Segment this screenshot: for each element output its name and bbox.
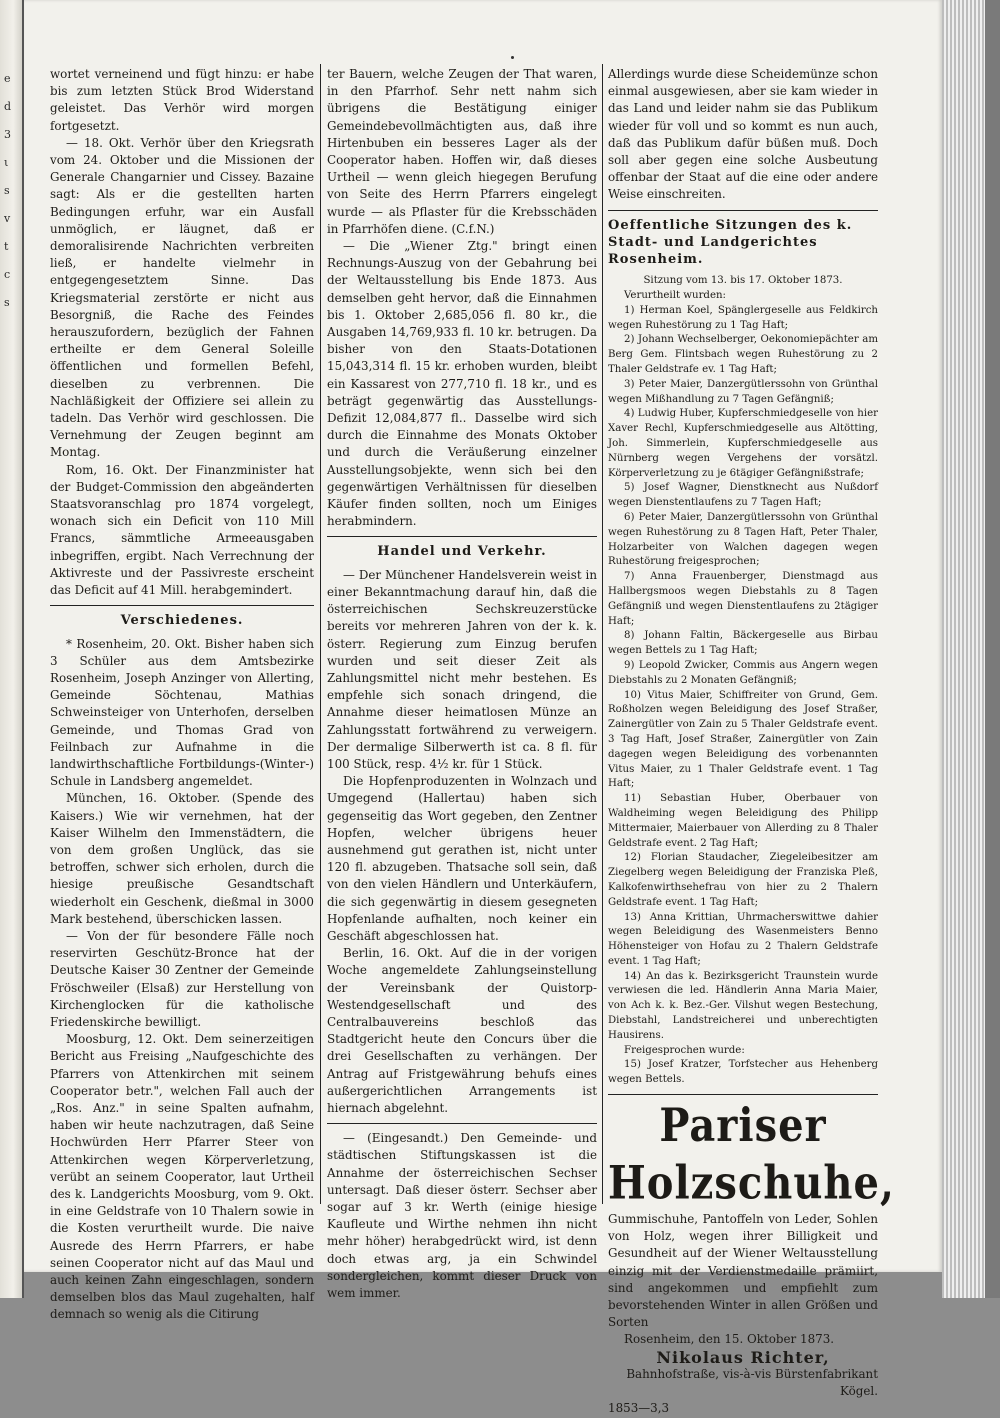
court-item: 10) Vitus Maier, Schiffreiter von Grund, Gem. Roßholzen wegen Beleidigung des Josef Straßer, Zainergütler von Zain zu 5 Thaler Geldstrafe event. 3 Tag Haft, Josef Straßer, Zainergütler von Zain dagegen wegen Beleidigung des vorbenannten Vitus Maier, zu 1 Thaler Geldstrafe event. 1 Tag Haft; (608, 689, 878, 790)
article-paragraph: — (Eingesandt.) Den Gemeinde- und städtischen Stiftungskassen ist die Annahme der österreichischen Sechser untersagt. Daß dieser österr. Sechser aber sogar auf 3 kr. Werth (einige hiesige Kaufleute und Wirthe nehmen ihn nicht mehr höher) herabgedrückt wird, ist denn doch etwas arg, ja ein Schwindel sondergleichen, kommt dieser Druck von wem immer. (327, 1131, 597, 1301)
book-binding-edge (0, 0, 24, 1298)
court-item: 4) Ludwig Huber, Kupferschmiedgeselle von hier Xaver Rechl, Kupferschmiedgeselle aus Altötting, Joh. Simmerlein, Kupferschmiedgeselle aus Nürnberg wegen Vergehens der vorsätzl. Körperverletzung zu je 6tägiger Gefängnißstrafe; (608, 408, 878, 479)
section-divider (327, 1123, 597, 1124)
column-2 (327, 66, 597, 1302)
article-paragraph: — Die „Wiener Ztg." bringt einen Rechnungs-Auszug von der Gebahrung bei der Weltausstellung bis Ende 1873. Aus demselben geht hervor, daß die Einnahmen bis 1. Oktober 2,685,056 fl. 80 kr., die Ausgaben 14,769,933 fl. 10 kr. betrugen. Da bisher von den Staats-Dotationen 15,043,314 fl. 15 kr. erhoben wurden, bleibt ein Kassarest von 277,710 fl. 18 kr., und es beträgt gegenwärtig das Ausstellungs-Defizit 12,084,877 fl.. Dasselbe wird sich durch die Einnahme des Monats Oktober und durch die Veräußerung einzelner Ausstellungsobjekte, wenn sich bei den gegenwärtigen Verhältnissen für dieselben Käufer finden sollten, noch um Einiges herabmindern. (327, 239, 597, 529)
article-paragraph: ter Bauern, welche Zeugen der That waren, in den Pfarrhof. Sehr nett nahm sich übrigens die Bestätigung einiger Gemeindebevollmächtigten aus, daß ihre Hirtenbuben ein besseres Lager als der Cooperator haben. Hoffen wir, daß dieses Urtheil — wenn gleich hiegegen Berufung von Seite des Herrn Pfarrers eingelegt wurde — als Pflaster für die Krebsschäden in Pfarrhöfen diene. (C.f.N.) (327, 67, 597, 236)
article-paragraph: Allerdings wurde diese Scheidemünze schon einmal ausgewiesen, aber sie kam wieder in das Land und leider nahm sie das Publikum wieder für voll und so kommt es nun auch, daß das Publikum dafür büßen muß. Doch soll aber gegen eine solche Ausbeutung offenbar der Staat auf die eine oder andere Weise einschreiten. (608, 67, 878, 202)
binding-letter: v (4, 212, 11, 225)
list-caption: Verurtheilt wurden: (624, 290, 726, 302)
section-divider (50, 605, 314, 606)
advertisement-code: 1853—3,3 (608, 1401, 670, 1416)
article-paragraph: — Der Münchener Handelsverein weist in einer Bekanntmachung darauf hin, daß die österreichischen Sechskreuzerstücke bereits vor mehreren Jahren von der k. k. österr. Regierung zum Einzug berufen wurden und seit dieser Zeit als Zahlungsmittel nicht mehr bestehen. Es empfehle sich sonach dringend, die Annahme dieser heimatlosen Münze an Zahlungsstatt fortwährend zu verweigern. Der dermalige Silberwerth ist ca. 8 fl. für 100 Stück, resp. 4½ kr. für 1 Stück. (327, 567, 597, 771)
advertisement-date: Rosenheim, den 15. Oktober 1873. (624, 1332, 835, 1347)
print-speck (511, 56, 514, 59)
article-paragraph: wortet verneinend und fügt hinzu: er habe bis zum letzten Stück Brod Widerstand geleistet. Das Verhör wird morgen fortgesetzt. (50, 67, 314, 133)
binding-letter: ι (4, 156, 9, 169)
article-paragraph: Die Hopfenproduzenten in Wolnzach und Umgegend (Hallertau) haben sich gegenseitig das Wort gegeben, den Zentner Hopfen, welcher übrigens heuer ausnehmend gut gerathen ist, nicht unter 120 fl. abzugeben. Thatsache soll sein, daß von den vielen Händlern und Unterkäufern, die sich gegenwärtig in diesem gesegneten Hopfenlande aufhalten, noch keiner ein Geschäft abgeschlossen hat. (327, 774, 597, 943)
court-item: 7) Anna Frauenberger, Dienstmagd aus Hallbergsmoos wegen Diebstahls zu 8 Tagen Gefängniß und wegen Dienstentlaufens zu 2tägiger Haft; (608, 571, 878, 627)
section-heading: Oeffentliche Sitzungen des k. Stadt- und Landgerichtes Rosenheim. (608, 217, 853, 268)
advertisement-address: Bahnhofstraße, vis-à-vis Bürstenfabrikant Kögel. (626, 1366, 878, 1399)
court-item: 2) Johann Wechselberger, Oekonomiepächter am Berg Gem. Flintsbach wegen Ruhestörung zu 2 Thaler Geldstrafe ev. 1 Tag Haft; (608, 334, 878, 376)
column-1 (50, 66, 314, 1324)
court-item: 14) An das k. Bezirksgericht Traunstein wurde verwiesen die led. Händlerin Anna Maria Maier, von Ach k. k. Bez.-Ger. Vilshut wegen Bestechung, Diebstahl, Landstreicherei und unberechtigten Hausirens. (608, 970, 878, 1041)
court-item: 1) Herman Koel, Spänglergeselle aus Feldkirch wegen Ruhestörung zu 1 Tag Haft; (608, 304, 878, 331)
court-item: 6) Peter Maier, Danzergütlerssohn von Grünthal wegen Ruhestörung zu 8 Tagen Haft, Peter Thaler, Holzarbeiter von Walchen dagegen wegen Ruhestörung freigesprochen; (608, 511, 878, 568)
binding-letter: 3 (4, 128, 11, 141)
column-rule (320, 64, 321, 1204)
section-divider (608, 1094, 878, 1095)
section-heading: Verschiedenes. (120, 613, 244, 629)
binding-letter: c (4, 268, 11, 281)
court-item: 15) Josef Kratzer, Torfstecher aus Hehenberg wegen Bettels. (608, 1059, 878, 1086)
list-caption: Freigesprochen wurde: (624, 1044, 745, 1056)
court-item: 9) Leopold Zwicker, Commis aus Angern wegen Diebstahls zu 2 Monaten Gefängniß; (608, 659, 878, 686)
court-item: 13) Anna Krittian, Uhrmacherswittwe dahier wegen Beleidigung des Wasenmeisters Benno Höhensteiger von Hofau zu 2 Thalern Geldstrafe event. 1 Tag Haft; (608, 911, 878, 967)
section-divider (608, 210, 878, 211)
article-paragraph: — 18. Okt. Verhör über den Kriegsrath vom 24. Oktober und die Missionen der Generale Changarnier und Cissey. Bazaine sagt: Als er die gestellten harten Bedingungen erfuhr, war ein Ausfall unmöglich, er läugnet, daß er demoralisirende Nachrichten verbreiten ließ, er handelte vielmehr in entgegengesetztem Sinne. Das Kriegsmaterial zerstörte er nicht aus Besorgniß, die Rache des Feindes herauszufordern, bezüglich der Fahnen ertheilte er dem General Soleille öffentlichen und formellen Befehl, dieselben zu verbrennen. Die Nachläßigkeit der Offiziere sei allein zu tadeln. Das Verhör wird geschlossen. Die Vernehmung der Zeugen beginnt am Montag. (50, 135, 314, 460)
court-item: 11) Sebastian Huber, Oberbauer von Waldheiming wegen Beleidigung des Philipp Mittermaier, Maierbauer von Allerding zu 8 Thaler Geldstrafe event. 2 Tag Haft; (608, 793, 878, 849)
binding-letter: e (4, 72, 11, 85)
article-paragraph: Berlin, 16. Okt. Auf die in der vorigen Woche angemeldete Zahlungseinstellung der Vereinsbank der Quistorp-Westendgesellschaft und des Centralbauvereins beschloß das Stadtgericht heute den Concurs über die drei Gesellschaften zu verhängen. Der Antrag auf Fristgewährung behufs eines außergerichtlichen Arrangements ist hiernach abgelehnt. (327, 946, 597, 1115)
article-paragraph: — Von der für besondere Fälle noch reservirten Geschütz-Bronce hat der Deutsche Kaiser 30 Zentner der Gemeinde Fröschweiler (Elsaß) zur Herstellung von Kirchenglocken für die katholische Friedenskirche bewilligt. (50, 928, 314, 1029)
article-paragraph: Rom, 16. Okt. Der Finanzminister hat der Budget-Commission den abgeänderten Staatsvoranschlag pro 1874 vorgelegt, wonach sich ein Deficit von 110 Mill Francs, sämmtliche Armeeausgaben inbegriffen, ergibt. Nach Verrechnung der Aktivreste und der Passivreste erscheint das Deficit auf 41 Mill. herabgemindert. (50, 462, 314, 598)
scan-border (985, 0, 1000, 1298)
binding-letter: s (4, 296, 10, 309)
binding-letter: s (4, 184, 10, 197)
binding-letter: t (4, 240, 9, 253)
binding-letter: d (4, 100, 12, 113)
court-item: 5) Josef Wagner, Dienstknecht aus Nußdorf wegen Dienstentlaufens zu 7 Tagen Haft; (608, 482, 878, 509)
article-paragraph: München, 16. Oktober. (Spende des Kaisers.) Wie wir vernehmen, hat der Kaiser Wilhelm den Immenstädtern, die von dem großen Unglück, das sie betroffen, schwer sich erholen, durch die hiesige preußische Gesandtschaft wiederholt ein Geschenk, dießmal in 3000 Mark bestehend, überschicken lassen. (50, 791, 314, 926)
advertisement-body: Gummischuhe, Pantoffeln von Leder, Sohlen von Holz, wegen ihrer Billigkeit und Gesundheit auf der Wiener Weltausstellung einzig mit der Verdienstmedaille prämiirt, sind angekommen und empfiehlt zum bevorstehenden Winter in allen Größen und Sorten (608, 1212, 878, 1330)
advertisement-title: Pariser Holzschuhe, (608, 1098, 895, 1211)
article-paragraph: Moosburg, 12. Okt. Dem seinerzeitigen Bericht aus Freising „Naufgeschichte des Pfarrers von Attenkirchen mit seinem Cooperator betr.", welchen Fall auch der „Ros. Anz." in seine Spalten aufnahm, haben wir heute nachzutragen, daß Seine Hochwürden Herr Pfarrer Steer von Attenkirchen wegen Körperverletzung, verübt an seinem Cooperator, laut Urtheil des k. Landgerichts Moosburg, vom 9. Okt. in eine Geldstrafe von 10 Thalern sowie in die Kosten verurtheilt wurde. Die naive Ausrede des Herrn Pfarrers, er habe seinen Cooperator nicht auf das Maul und auch keinen Zahn eingeschlagen, sondern demselben blos das Maul zugehalten, half demnach so wenig als die Citirung (50, 1032, 314, 1322)
section-divider (327, 536, 597, 537)
session-date: Sitzung vom 13. bis 17. Oktober 1873. (643, 275, 843, 287)
court-item: 3) Peter Maier, Danzergütlerssohn von Grünthal wegen Mißhandlung zu 7 Tagen Gefängniß; (608, 378, 878, 405)
column-rule (602, 64, 603, 1204)
court-item: 8) Johann Faltin, Bäckergeselle aus Birbau wegen Bettels zu 1 Tag Haft; (608, 630, 878, 657)
section-heading: Handel und Verkehr. (377, 544, 547, 560)
court-item: 12) Florian Staudacher, Ziegeleibesitzer am Ziegelberg wegen Beleidigung der Franziska Pleß, Kalkofenwirthsehefrau von hier zu 2 Thalern Geldstrafe event. 1 Tag Haft; (608, 852, 878, 908)
column-3 (608, 66, 895, 1418)
article-paragraph: * Rosenheim, 20. Okt. Bisher haben sich 3 Schüler aus dem Amtsbezirke Rosenheim, Joseph Anzinger von Allerting, Gemeinde Söchtenau, Mathias Schweinsteiger von Unterhofen, derselben Gemeinde, und Thomas Grad von Feilnbach zur Aufnahme in die landwirthschaftliche Fortbildungs-(Winter-) Schule in Landsberg angemeldet. (50, 636, 314, 789)
advertisement-signature: Nikolaus Richter, (656, 1347, 830, 1367)
